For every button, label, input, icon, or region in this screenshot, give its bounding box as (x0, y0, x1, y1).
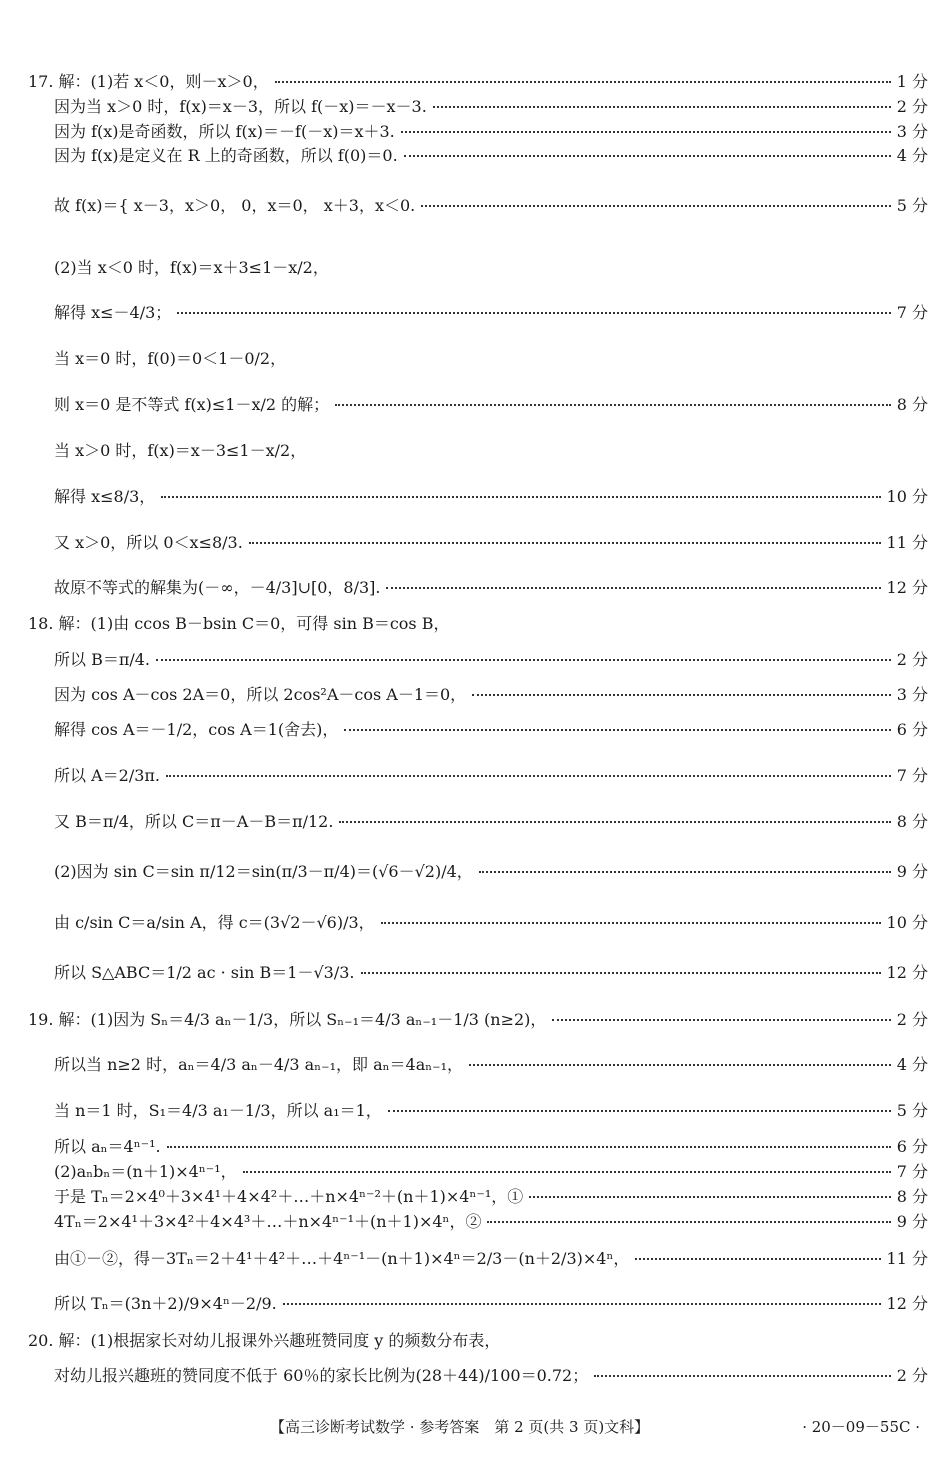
dot-leader (249, 542, 881, 544)
answer-line (54, 862, 928, 882)
line-text: 故原不等式的解集为(－∞，－4/3]∪[0，8/3]. (54, 578, 381, 597)
line-text: 17. 解：(1)若 x＜0，则－x＞0， (28, 72, 269, 91)
dot-leader (166, 775, 891, 777)
dot-leader (177, 312, 890, 314)
answer-line (54, 685, 928, 705)
line-score: 6 分 (896, 720, 928, 739)
answer-line (28, 1331, 928, 1351)
line-text: 所以 B＝π/4. (54, 650, 151, 669)
answer-line (28, 1010, 928, 1030)
line-score: 4 分 (896, 146, 928, 165)
line-score: 2 分 (896, 650, 928, 669)
answer-line (54, 487, 928, 507)
dot-leader (243, 1171, 891, 1173)
dot-leader (552, 1019, 890, 1021)
dot-leader (283, 1303, 881, 1305)
line-score: 7 分 (896, 766, 928, 785)
line-score: 2 分 (896, 97, 928, 116)
line-text: 20. 解：(1)根据家长对幼儿报课外兴趣班赞同度 y 的频数分布表， (28, 1331, 501, 1350)
line-score: 3 分 (896, 685, 928, 704)
answer-line (54, 650, 928, 670)
line-text: 又 B＝π/4，所以 C＝π－A－B＝π/12. (54, 812, 334, 831)
answer-line (54, 441, 928, 461)
line-text: 对幼儿报兴趣班的赞同度不低于 60％的家长比例为(28＋44)/100＝0.72； (54, 1366, 589, 1385)
line-score: 10 分 (886, 487, 928, 506)
line-score: 7 分 (896, 303, 928, 322)
answer-line (54, 1249, 928, 1269)
line-score: 7 分 (896, 1162, 928, 1181)
line-text: (2)因为 sin C＝sin π/12＝sin(π/3－π/4)＝(√6－√2)/4， (54, 862, 473, 881)
line-score: 2 分 (896, 1010, 928, 1029)
line-text: 由 c/sin C＝a/sin A，得 c＝(3√2－√6)/3， (54, 913, 375, 932)
line-score: 8 分 (896, 395, 928, 414)
line-score: 8 分 (896, 812, 928, 831)
footer-code: · 20－09－55C · (802, 1418, 920, 1436)
answer-line (54, 196, 928, 216)
dot-leader (404, 155, 891, 157)
answer-line (54, 97, 928, 117)
line-score: 10 分 (886, 913, 928, 932)
line-score: 9 分 (896, 862, 928, 881)
answer-line (54, 146, 928, 166)
answer-line (54, 963, 928, 983)
line-text: 所以 aₙ＝4ⁿ⁻¹. (54, 1137, 161, 1156)
dot-leader (275, 81, 891, 83)
answer-line (28, 614, 928, 634)
line-text: 当 x＝0 时，f(0)＝0＜1－0/2， (54, 349, 287, 368)
dot-leader (161, 496, 880, 498)
answer-line (54, 720, 928, 740)
dot-leader (339, 821, 890, 823)
line-score: 5 分 (896, 1101, 928, 1120)
line-score: 4 分 (896, 1055, 928, 1074)
answer-line (54, 122, 928, 142)
dot-leader (344, 729, 890, 731)
answer-line (54, 533, 928, 553)
line-text: (2)当 x＜0 时，f(x)＝x＋3≤1－x/2， (54, 258, 329, 277)
answer-line (54, 1366, 928, 1386)
line-score: 6 分 (896, 1137, 928, 1156)
line-text: 当 x＞0 时，f(x)＝x－3≤1－x/2， (54, 441, 307, 460)
dot-leader (529, 1196, 890, 1198)
answer-line (54, 258, 928, 278)
line-text: 4Tₙ＝2×4¹＋3×4²＋4×4³＋…＋n×4ⁿ⁻¹＋(n＋1)×4ⁿ，② (54, 1212, 482, 1231)
line-text: 解得 x≤8/3， (54, 487, 156, 506)
line-text: 于是 Tₙ＝2×4⁰＋3×4¹＋4×4²＋…＋n×4ⁿ⁻²＋(n＋1)×4ⁿ⁻¹，① (54, 1187, 524, 1206)
line-text: 所以 Tₙ＝(3n＋2)/9×4ⁿ－2/9. (54, 1294, 277, 1313)
line-score: 11 分 (886, 533, 928, 552)
answer-line (54, 303, 928, 323)
answer-line (54, 395, 928, 415)
line-score: 5 分 (896, 196, 928, 215)
answer-line (54, 766, 928, 786)
line-score: 12 分 (886, 963, 928, 982)
line-text: 由①－②，得－3Tₙ＝2＋4¹＋4²＋…＋4ⁿ⁻¹－(n＋1)×4ⁿ＝2/3－(n＋2/3)×4ⁿ， (54, 1249, 630, 1268)
dot-leader (479, 871, 891, 873)
answer-line (54, 1137, 928, 1157)
line-score: 3 分 (896, 122, 928, 141)
footer-title: 【高三诊断考试数学 · 参考答案 第 2 页(共 3 页)文科】 (270, 1418, 650, 1436)
dot-leader (487, 1221, 890, 1223)
line-text: 故 f(x)＝{ x－3，x＞0， 0，x＝0， x＋3，x＜0. (54, 196, 416, 215)
line-score: 9 分 (896, 1212, 928, 1231)
dot-leader (472, 694, 891, 696)
line-text: 19. 解：(1)因为 Sₙ＝4/3 aₙ－1/3，所以 Sₙ₋₁＝4/3 aₙ₋₁－1/3 (n≥2)， (28, 1010, 547, 1029)
dot-leader (335, 404, 891, 406)
dot-leader (433, 106, 891, 108)
line-text: 又 x＞0，所以 0＜x≤8/3. (54, 533, 243, 552)
line-score: 2 分 (896, 1366, 928, 1385)
line-text: 因为 f(x)是奇函数，所以 f(x)＝－f(－x)＝x＋3. (54, 122, 395, 141)
line-text: 所以 S△ABC＝1/2 ac · sin B＝1－√3/3. (54, 963, 355, 982)
answer-line (54, 1187, 928, 1207)
dot-leader (469, 1064, 891, 1066)
line-text: 因为当 x＞0 时，f(x)＝x－3，所以 f(－x)＝－x－3. (54, 97, 427, 116)
dot-leader (386, 587, 880, 589)
dot-leader (167, 1146, 891, 1148)
line-text: 18. 解：(1)由 ccos B－bsin C＝0，可得 sin B＝cos B， (28, 614, 450, 633)
line-text: 解得 x≤－4/3； (54, 303, 172, 322)
answer-line (28, 72, 928, 92)
line-text: (2)aₙbₙ＝(n＋1)×4ⁿ⁻¹， (54, 1162, 237, 1181)
answer-line (54, 1212, 928, 1232)
dot-leader (381, 922, 881, 924)
line-score: 11 分 (886, 1249, 928, 1268)
answer-line (54, 913, 928, 933)
line-score: 12 分 (886, 1294, 928, 1313)
answer-line (54, 1294, 928, 1314)
dot-leader (401, 131, 891, 133)
line-text: 当 n＝1 时，S₁＝4/3 a₁－1/3，所以 a₁＝1， (54, 1101, 382, 1120)
answer-line (54, 1101, 928, 1121)
line-score: 12 分 (886, 578, 928, 597)
dot-leader (421, 205, 890, 207)
line-score: 1 分 (896, 72, 928, 91)
answer-line (54, 349, 928, 369)
dot-leader (594, 1375, 891, 1377)
line-score: 8 分 (896, 1187, 928, 1206)
line-text: 则 x＝0 是不等式 f(x)≤1－x/2 的解； (54, 395, 330, 414)
answer-line (54, 578, 928, 598)
dot-leader (361, 972, 881, 974)
line-text: 因为 f(x)是定义在 R 上的奇函数，所以 f(0)＝0. (54, 146, 398, 165)
answer-line (54, 1162, 928, 1182)
line-text: 解得 cos A＝－1/2，cos A＝1(舍去)， (54, 720, 339, 739)
dot-leader (388, 1110, 891, 1112)
line-text: 所以 A＝2/3π. (54, 766, 160, 785)
dot-leader (156, 659, 891, 661)
line-text: 所以当 n≥2 时，aₙ＝4/3 aₙ－4/3 aₙ₋₁，即 aₙ＝4aₙ₋₁， (54, 1055, 464, 1074)
answer-line (54, 1055, 928, 1075)
line-text: 因为 cos A－cos 2A＝0，所以 2cos²A－cos A－1＝0， (54, 685, 467, 704)
answer-line (54, 812, 928, 832)
dot-leader (635, 1258, 880, 1260)
